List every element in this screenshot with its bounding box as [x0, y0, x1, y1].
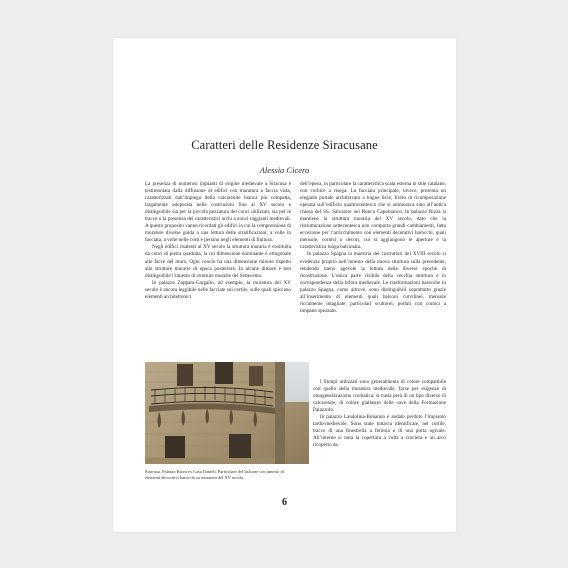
- paragraph: dell’epoca, in particolare la caratteristica scala esterna in stile catalano, con cornice a risega. La facciata principale, invece, presenta un elegante portale architravato a bugne lisce, frutto di ricomposizione operata sull’edificio quattrocentesco che si ammorava sino all’antica chiesa del SS. Salvatore nel Ronco Capobianco. In palazzo Rizza si mantiene la struttura muraria del XV secolo, dato che la ristrutturazione settecentesca non comporta grandi cambiamenti, fatta eccezione per l’arricchimento con elementi decorativi barocchi, quali mensole, cornici o decori, cui si aggiungono le aperture e la caratteristica lunga balconata.: [300, 181, 447, 251]
- page-number: 6: [282, 497, 287, 508]
- left-text-column: [145, 181, 291, 301]
- document-page: [113, 38, 456, 532]
- right-lower-text-column: [313, 379, 446, 449]
- paragraph: La presenza di numerosi impianti di origine medievale a Siracusa è testimoniata dalla diffusione di edifici con muratura a faccia vista, caratterizzati dall’impiego della calcarenite bianca più compatta, largamente adoperata nelle costruzioni fino al XV secolo e distinguibile sia per la piccola pezzatura dei conci utilizzati, sia per le tracce o la presenza dei caratteristici archi a conci raggianti medievali. A questo proposito vanno ricordati gli edifici in cui la comprensione di murature diverse guida a una lettura delle stratificazioni, a volte in facciata, a volte nelle corti e persino negli elementi di finitura.: [145, 181, 291, 244]
- right-text-column: [300, 181, 446, 315]
- photo-caption: Siracusa. Palazzo Rizza ex Casa Danieli. Particolare del balcone con innesto di elementi decorativi barocchi su muratura del XV secolo.: [145, 469, 284, 480]
- paragraph: In palazzo Landolina-Bonanno è andato perduto l’impianto tardo-medievale. Sono state tuttavia identificate, nel cortile, tracce di una finestrella a feritoia e di una porta ogivale. All’interno si nota la copertura a volta a crociera e un arco ricoperto da: [313, 414, 446, 449]
- paragraph: Negli edifici risalenti al XV secolo la struttura muraria è costituita da conci di pietra quadrata, la cui dimensione dominante è ortogonale alle facce del muro. Ogni concio ha una dimensione minore rispetto alle strutture murarie di epoca posteriore. In alcune dimore è ben distinguibile l’innesto di strutture murarie del Settecento.: [145, 244, 291, 279]
- balcony-photograph: [145, 362, 309, 464]
- paragraph: In palazzo Spagna la maestria dei costruttori del XVIII secolo si evidenzia proprio nell’innesto della nuova struttura sulla precedente, rendendo meno agevole la lettura delle diverse epoche di ricostruzione. L’unica parte visibile della vecchia struttura è in corrispondenza della bifora medievale. Le trasformazioni barocche in palazzo Spagna, come altrove, sono distinguibili soprattutto grazie all’inserimento di elementi quali balconi curvilinei, mensole riccamente intagliate, particolari scultorei, portali con cornici a timpano spezzato.: [300, 251, 446, 314]
- paragraph: I litotipi utilizzati sono generalmente di colore compatibile con quello della muratura medievale, forse per esigenze di omogeneizzazione cromatica: si tratta però di un tipo diverso di calcarenite, di colore giallastro delle cave della Formazione Palazzolo.: [313, 379, 446, 414]
- author-name: Alessia Cicero: [259, 165, 310, 175]
- page-title: Caratteri delle Residenze Siracusane: [191, 138, 378, 152]
- paragraph: In palazzo Zappata-Gargallo, ad esempio, la muratura del XV secolo è ancora leggibile nelle facciate sul cortile, sulle quali spiccano elementi architettonici: [145, 279, 291, 300]
